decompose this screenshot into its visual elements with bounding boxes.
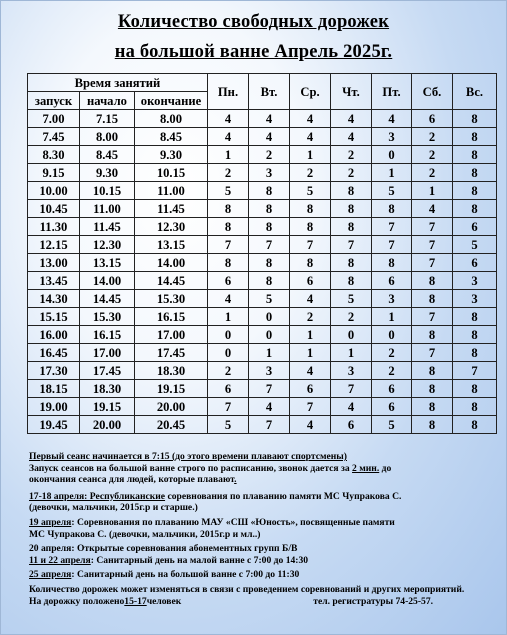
free-lanes-cell: 6 (453, 218, 497, 236)
free-lanes-cell: 8 (372, 200, 412, 218)
free-lanes-cell: 3 (249, 362, 290, 380)
free-lanes-cell: 2 (331, 164, 372, 182)
free-lanes-cell: 3 (453, 290, 497, 308)
free-lanes-cell: 8 (412, 326, 453, 344)
free-lanes-cell: 7 (331, 380, 372, 398)
free-lanes-cell: 0 (208, 344, 249, 362)
free-lanes-cell: 5 (208, 182, 249, 200)
free-lanes-cell: 7 (208, 398, 249, 416)
free-lanes-cell: 2 (412, 146, 453, 164)
launch-time-cell: 12.15 (28, 236, 80, 254)
per-lane-unit: человек (146, 595, 182, 607)
free-lanes-cell: 8 (412, 362, 453, 380)
table-row (28, 128, 497, 146)
free-lanes-cell: 4 (412, 200, 453, 218)
free-lanes-cell: 2 (331, 146, 372, 164)
free-lanes-cell: 6 (208, 380, 249, 398)
launch-time-cell: 9.15 (28, 164, 80, 182)
table-row (28, 200, 497, 218)
start-time-cell: 19.15 (80, 398, 135, 416)
free-lanes-cell: 7 (290, 398, 331, 416)
free-lanes-cell: 8 (453, 398, 497, 416)
free-lanes-cell: 8 (453, 380, 497, 398)
launch-time-cell: 19.00 (28, 398, 80, 416)
start-time-cell: 9.30 (80, 164, 135, 182)
free-lanes-cell: 0 (372, 146, 412, 164)
free-lanes-cell: 6 (412, 110, 453, 128)
free-lanes-cell: 1 (290, 326, 331, 344)
launch-time-cell: 10.00 (28, 182, 80, 200)
end-time-cell: 20.45 (135, 416, 208, 434)
start-time-cell: 11.00 (80, 200, 135, 218)
start-header: начало (80, 92, 135, 110)
free-lanes-cell: 8 (453, 110, 497, 128)
launch-time-cell: 7.45 (28, 128, 80, 146)
competition-1-details: (девочки, мальчики, 2015г.р и старше.) (29, 502, 198, 514)
table-row (28, 398, 497, 416)
page-subtitle: на большой ванне Апрель 2025г. (114, 42, 393, 62)
free-lanes-cell: 4 (208, 290, 249, 308)
sanitary-2-date: 25 апреля (29, 569, 72, 581)
free-lanes-cell: 5 (453, 236, 497, 254)
sanitary-2-text: : Санитарный день на большой ванне с 7:00 до 11:30 (71, 569, 300, 581)
launch-time-cell: 15.15 (28, 308, 80, 326)
day-header: Пт. (372, 74, 412, 110)
free-lanes-cell: 1 (208, 308, 249, 326)
sanitary-1-text: : Санитарный день на малой ванне с 7:00 до 14:30 (90, 554, 309, 566)
free-lanes-cell: 8 (453, 416, 497, 434)
end-time-cell: 9.30 (135, 146, 208, 164)
free-lanes-cell: 7 (453, 362, 497, 380)
free-lanes-cell: 2 (412, 128, 453, 146)
free-lanes-cell: 2 (372, 362, 412, 380)
competition-3-text: 20 апреля: Открытые соревнования абонементных групп Б/В (29, 543, 298, 555)
lane-change-notice: Количество дорожек может изменяться в связи с проведением соревнований и других мероприятий. (29, 583, 465, 595)
free-lanes-cell: 8 (331, 218, 372, 236)
launch-time-cell: 16.45 (28, 344, 80, 362)
free-lanes-cell: 1 (290, 344, 331, 362)
start-time-cell: 10.15 (80, 182, 135, 200)
table-row (28, 182, 497, 200)
free-lanes-cell: 8 (453, 200, 497, 218)
free-lanes-cell: 8 (249, 182, 290, 200)
free-lanes-cell: 6 (208, 272, 249, 290)
free-lanes-cell: 8 (412, 398, 453, 416)
free-lanes-cell: 4 (208, 110, 249, 128)
time-group-header: Время занятий (28, 74, 208, 92)
start-time-cell: 17.45 (80, 362, 135, 380)
launch-time-cell: 16.00 (28, 326, 80, 344)
launch-time-cell: 11.30 (28, 218, 80, 236)
free-lanes-cell: 8 (290, 254, 331, 272)
competition-2-details: МС Чупракова С. (девочки, мальчики, 2015г.р и мл..) (29, 528, 261, 540)
sanitary-1-date: 11 и 22 апреля (29, 554, 91, 566)
schedule-table (27, 73, 497, 434)
free-lanes-cell: 2 (249, 146, 290, 164)
free-lanes-cell: 7 (372, 218, 412, 236)
free-lanes-cell: 0 (208, 326, 249, 344)
free-lanes-cell: 2 (331, 308, 372, 326)
table-row (28, 110, 497, 128)
free-lanes-cell: 5 (290, 182, 331, 200)
free-lanes-cell: 8 (249, 272, 290, 290)
free-lanes-cell: 4 (372, 110, 412, 128)
table-row (28, 254, 497, 272)
start-time-cell: 11.45 (80, 218, 135, 236)
free-lanes-cell: 7 (412, 218, 453, 236)
start-time-cell: 17.00 (80, 344, 135, 362)
table-row (28, 416, 497, 434)
free-lanes-cell: 4 (331, 128, 372, 146)
first-session-note: Первый сеанс начинается в 7:15 (до этого времени плавают спортсмены) (29, 451, 347, 462)
free-lanes-cell: 0 (372, 326, 412, 344)
free-lanes-cell: 4 (249, 398, 290, 416)
end-time-cell: 14.00 (135, 254, 208, 272)
free-lanes-cell: 5 (208, 416, 249, 434)
end-time-cell: 20.00 (135, 398, 208, 416)
free-lanes-cell: 8 (331, 254, 372, 272)
page-title: Количество свободных дорожек (117, 12, 390, 32)
free-lanes-cell: 7 (331, 236, 372, 254)
end-time-cell: 8.00 (135, 110, 208, 128)
free-lanes-cell: 4 (290, 128, 331, 146)
free-lanes-cell: 8 (412, 290, 453, 308)
start-time-cell: 14.45 (80, 290, 135, 308)
free-lanes-cell: 4 (208, 128, 249, 146)
start-time-cell: 7.15 (80, 110, 135, 128)
free-lanes-cell: 0 (249, 326, 290, 344)
free-lanes-cell: 8 (331, 272, 372, 290)
free-lanes-cell: 8 (249, 254, 290, 272)
end-time-cell: 14.45 (135, 272, 208, 290)
free-lanes-cell: 1 (249, 344, 290, 362)
free-lanes-cell: 7 (249, 236, 290, 254)
launch-time-cell: 13.45 (28, 272, 80, 290)
free-lanes-cell: 1 (412, 182, 453, 200)
end-time-cell: 13.15 (135, 236, 208, 254)
free-lanes-cell: 4 (290, 290, 331, 308)
notes-block (29, 451, 489, 607)
free-lanes-cell: 5 (372, 182, 412, 200)
table-row (28, 290, 497, 308)
end-header: окончание (135, 92, 208, 110)
free-lanes-cell: 8 (208, 218, 249, 236)
launch-time-cell: 7.00 (28, 110, 80, 128)
free-lanes-cell: 6 (331, 416, 372, 434)
free-lanes-cell: 7 (372, 236, 412, 254)
free-lanes-cell: 2 (208, 362, 249, 380)
free-lanes-cell: 6 (372, 272, 412, 290)
end-time-cell: 12.30 (135, 218, 208, 236)
free-lanes-cell: 6 (290, 272, 331, 290)
end-time-cell: 17.45 (135, 344, 208, 362)
schedule-rule-dot: . (234, 474, 237, 486)
start-time-cell: 18.30 (80, 380, 135, 398)
free-lanes-cell: 2 (412, 164, 453, 182)
table-row (28, 326, 497, 344)
free-lanes-cell: 8 (453, 326, 497, 344)
free-lanes-cell: 8 (290, 200, 331, 218)
free-lanes-cell: 1 (372, 164, 412, 182)
per-lane-text: На дорожку положено (29, 595, 125, 607)
free-lanes-cell: 0 (331, 326, 372, 344)
free-lanes-cell: 8 (331, 182, 372, 200)
free-lanes-cell: 7 (208, 236, 249, 254)
table-row (28, 236, 497, 254)
start-time-cell: 8.00 (80, 128, 135, 146)
free-lanes-cell: 8 (412, 272, 453, 290)
free-lanes-cell: 7 (412, 308, 453, 326)
free-lanes-cell: 8 (412, 416, 453, 434)
free-lanes-cell: 2 (290, 308, 331, 326)
free-lanes-cell: 7 (412, 344, 453, 362)
free-lanes-cell: 4 (290, 362, 331, 380)
table-row (28, 218, 497, 236)
free-lanes-cell: 3 (453, 272, 497, 290)
per-lane-count: 15-17 (124, 595, 147, 607)
free-lanes-cell: 2 (290, 164, 331, 182)
table-row (28, 380, 497, 398)
launch-time-cell: 18.15 (28, 380, 80, 398)
free-lanes-cell: 4 (249, 110, 290, 128)
free-lanes-cell: 5 (372, 416, 412, 434)
launch-time-cell: 8.30 (28, 146, 80, 164)
schedule-rule-text: Запуск сеансов на большой ванне строго по расписанию, звонок дается за (29, 462, 353, 474)
table-row (28, 344, 497, 362)
table-row (28, 308, 497, 326)
end-time-cell: 19.15 (135, 380, 208, 398)
schedule-rule-text-2: окончания сеанса для людей, которые плавают (29, 474, 235, 486)
competition-1-date: 17-18 апреля: Республиканские (29, 490, 166, 502)
day-header: Ср. (290, 74, 331, 110)
free-lanes-cell: 2 (208, 164, 249, 182)
free-lanes-cell: 6 (453, 254, 497, 272)
table-row (28, 362, 497, 380)
free-lanes-cell: 1 (372, 308, 412, 326)
free-lanes-cell: 8 (372, 254, 412, 272)
start-time-cell: 15.30 (80, 308, 135, 326)
day-header: Сб. (412, 74, 453, 110)
end-time-cell: 11.00 (135, 182, 208, 200)
day-header: Вс. (453, 74, 497, 110)
end-time-cell: 17.00 (135, 326, 208, 344)
free-lanes-cell: 8 (249, 218, 290, 236)
end-time-cell: 8.45 (135, 128, 208, 146)
free-lanes-cell: 7 (412, 236, 453, 254)
free-lanes-cell: 3 (249, 164, 290, 182)
free-lanes-cell: 8 (208, 200, 249, 218)
bell-time: 2 мин. (352, 462, 380, 474)
free-lanes-cell: 3 (372, 128, 412, 146)
end-time-cell: 16.15 (135, 308, 208, 326)
free-lanes-cell: 8 (453, 164, 497, 182)
free-lanes-cell: 5 (331, 290, 372, 308)
free-lanes-cell: 4 (331, 110, 372, 128)
free-lanes-cell: 7 (290, 236, 331, 254)
competition-2-date: 19 апреля (29, 516, 72, 528)
free-lanes-cell: 7 (249, 416, 290, 434)
day-header: Пн. (208, 74, 249, 110)
free-lanes-cell: 7 (249, 380, 290, 398)
table-row (28, 146, 497, 164)
start-time-cell: 13.15 (80, 254, 135, 272)
launch-time-cell: 10.45 (28, 200, 80, 218)
launch-header: запуск (28, 92, 80, 110)
table-row (28, 272, 497, 290)
free-lanes-cell: 8 (453, 146, 497, 164)
schedule-rule-text-end: до (379, 462, 392, 474)
competition-1-text: соревнования по плаванию памяти МС Чупракова С. (165, 490, 402, 502)
day-header: Вт. (249, 74, 290, 110)
free-lanes-cell: 6 (290, 380, 331, 398)
free-lanes-cell: 5 (249, 290, 290, 308)
launch-time-cell: 17.30 (28, 362, 80, 380)
free-lanes-cell: 7 (412, 254, 453, 272)
free-lanes-cell: 8 (249, 200, 290, 218)
end-time-cell: 11.45 (135, 200, 208, 218)
free-lanes-cell: 1 (290, 146, 331, 164)
free-lanes-cell: 0 (249, 308, 290, 326)
free-lanes-cell: 8 (290, 218, 331, 236)
free-lanes-cell: 6 (372, 380, 412, 398)
free-lanes-cell: 4 (290, 110, 331, 128)
free-lanes-cell: 6 (372, 398, 412, 416)
free-lanes-cell: 4 (331, 398, 372, 416)
free-lanes-cell: 3 (372, 290, 412, 308)
start-time-cell: 8.45 (80, 146, 135, 164)
start-time-cell: 14.00 (80, 272, 135, 290)
free-lanes-cell: 8 (331, 200, 372, 218)
start-time-cell: 20.00 (80, 416, 135, 434)
day-header: Чт. (331, 74, 372, 110)
free-lanes-cell: 3 (331, 362, 372, 380)
free-lanes-cell: 1 (331, 344, 372, 362)
free-lanes-cell: 8 (453, 308, 497, 326)
launch-time-cell: 19.45 (28, 416, 80, 434)
launch-time-cell: 14.30 (28, 290, 80, 308)
free-lanes-cell: 8 (453, 182, 497, 200)
free-lanes-cell: 2 (372, 344, 412, 362)
free-lanes-cell: 1 (208, 146, 249, 164)
free-lanes-cell: 4 (249, 128, 290, 146)
free-lanes-cell: 8 (412, 380, 453, 398)
start-time-cell: 12.30 (80, 236, 135, 254)
registry-phone: тел. регистратуры 74-25-57. (313, 595, 434, 607)
start-time-cell: 16.15 (80, 326, 135, 344)
end-time-cell: 15.30 (135, 290, 208, 308)
table-row (28, 164, 497, 182)
competition-2-text: : Соревнования по плаванию МАУ «СШ «Юность», посвященные памяти (71, 516, 395, 528)
free-lanes-cell: 4 (290, 416, 331, 434)
end-time-cell: 10.15 (135, 164, 208, 182)
launch-time-cell: 13.00 (28, 254, 80, 272)
free-lanes-cell: 8 (453, 128, 497, 146)
end-time-cell: 18.30 (135, 362, 208, 380)
free-lanes-cell: 8 (453, 344, 497, 362)
free-lanes-cell: 8 (208, 254, 249, 272)
